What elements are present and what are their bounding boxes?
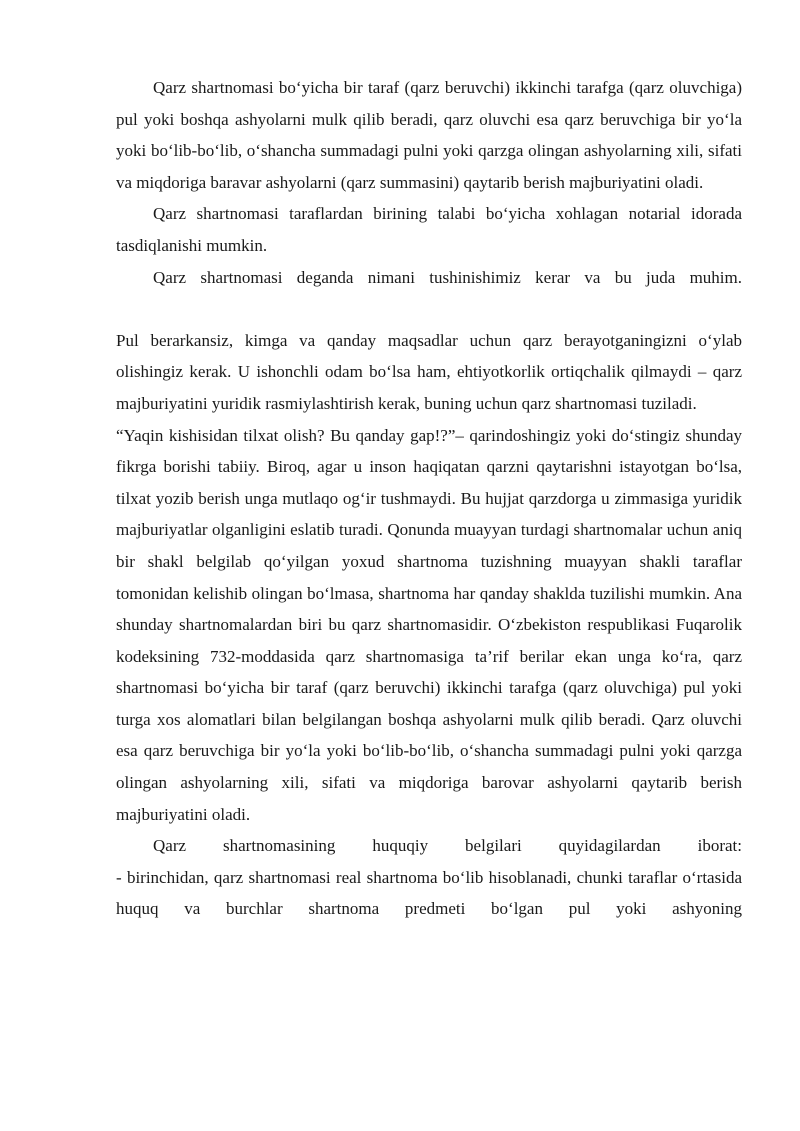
blank-line <box>116 293 742 325</box>
paragraph-legal-features-heading: Qarz shartnomasining huquqiy belgilari quyidagilardan iborat: <box>153 836 742 856</box>
paragraph-receipt-discussion: “Yaqin kishisidan tilxat olish? Bu qanday gap!?”– qarindoshingiz yoki do‘stingiz shunday fikrga borishi tabiiy. Biroq, agar u inson haqiqatan qarzni qaytarishni istayotgan bo‘lsa, tilxat yozib berish unga mutlaqo og‘ir tushmaydi. Bu hujjat qarzdorga u zimmasiga yuridik majburiyatlar olganligini eslatib turadi. Qonunda muayyan turdagi shartnomalar uchun aniq bir shakl belgilab qo‘yilgan yoxud shartnoma tuzishning muayyan shakli taraflar tomonidan kelishib olingan bo‘lmasa, shartnoma har qanday shaklda tuzilishi mumkin. Ana shunday shartnomalardan biri bu qarz shartnomasidir. O‘zbekiston respublikasi Fuqarolik kodeksining 732-moddasida qarz shartnomasiga ta’rif berilar ekan unga ko‘ra, qarz shartnomasi bo‘yicha bir taraf (qarz beruvchi) ikkinchi tarafga (qarz oluvchiga) pul yoki turga xos alomatlari bilan belgilangan boshqa ashyolarni mulk qilib beradi. Qarz oluvchi esa qarz beruvchiga bir yo‘la yoki bo‘lib-bo‘lib, o‘shancha summadagi pulni yoki qarzga olingan ashyolarning xili, sifati va miqdoriga barovar ashyolarni qaytarib berish majburiyatini oladi. <box>116 425 742 824</box>
paragraph-loan-definition: Qarz shartnomasi bo‘yicha bir taraf (qarz beruvchi) ikkinchi tarafga (qarz oluvchiga) pul yoki boshqa ashyolarni mulk qilib beradi, qarz oluvchi esa qarz beruvchiga bir yo‘la yoki bo‘lib-bo‘lib, o‘shancha summadagi pulni yoki qarzga olingan ashyolarning xili, sifati va miqdoriga baravar ashyolarni (qarz summasini) qaytarib berish majburiyatini oladi. <box>116 78 742 192</box>
document-body <box>116 72 742 925</box>
paragraph-lending-advice: Pul berarkansiz, kimga va qanday maqsadlar uchun qarz berayotganingizni o‘ylab olishingiz kerak. U ishonchli odam bo‘lsa ham, ehtiyotkorlik ortiqchalik qilmaydi – qarz majburiyatini yuridik rasmiylashtirish kerak, buning uchun qarz shartnomasi tuziladi. <box>116 330 742 413</box>
paragraph-importance: Qarz shartnomasi deganda nimani tushinishimiz kerar va bu juda muhim. <box>153 267 742 287</box>
paragraph-first-feature: - birinchidan, qarz shartnomasi real shartnoma bo‘lib hisoblanadi, chunki taraflar o‘rtasida huquq va burchlar shartnoma predmeti bo‘lgan pul yoki ashyoning <box>116 867 742 919</box>
paragraph-notarial-certification: Qarz shartnomasi taraflardan birining talabi bo‘yicha xohlagan notarial idorada tasdiqlanishi mumkin. <box>116 204 742 255</box>
